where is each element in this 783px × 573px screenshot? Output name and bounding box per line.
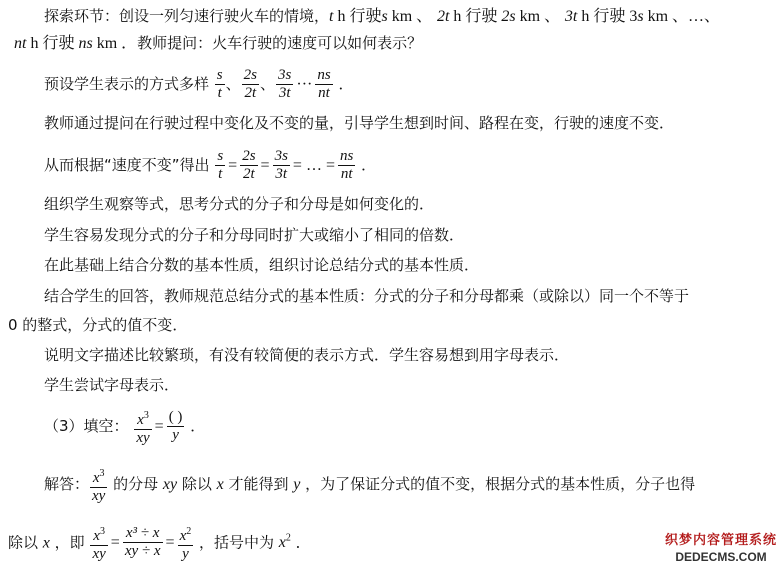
- para-line-9: [44, 286, 689, 306]
- var-x: x: [137, 411, 144, 428]
- numerator: s: [216, 67, 223, 83]
- text: ．: [290, 533, 311, 552]
- numerator: [90, 523, 107, 546]
- para-line-7: [44, 225, 464, 245]
- denominator: xy ÷ x: [124, 543, 161, 560]
- text: 除以: [8, 533, 43, 552]
- var-x: x: [179, 527, 187, 544]
- fraction-s-t: [215, 148, 225, 183]
- denominator: xy: [136, 429, 150, 446]
- numerator: 2s: [243, 67, 257, 83]
- denominator: t: [218, 166, 223, 182]
- numerator: 3s: [278, 67, 292, 83]
- text: 从而根据“速度不变”得出: [44, 156, 210, 174]
- denominator: 2t: [243, 166, 255, 182]
- numerator: s: [217, 148, 224, 164]
- denominator: t: [217, 85, 222, 101]
- text: ．: [338, 75, 354, 93]
- blank-parentheses: ( ): [168, 409, 183, 425]
- fraction-x3-xy: [90, 465, 107, 505]
- para-line-10: [8, 315, 187, 335]
- para-line-1: [44, 6, 720, 27]
- var-x: x: [93, 527, 100, 544]
- text: h 行驶: [26, 35, 79, 52]
- numerator: ns: [339, 148, 354, 164]
- fraction-x3divx-xydivx: [123, 525, 163, 560]
- text: 说明文字描述比较繁琐，有没有较简便的表示方式．学生容易想到用字母表示．: [44, 346, 570, 364]
- numerator: [90, 465, 107, 488]
- text: ．: [361, 156, 377, 174]
- text: h 行驶: [449, 8, 502, 25]
- var-x: x: [92, 469, 100, 486]
- text: 组织学生观察等式，思考分式的分子和分母是如何变化的．: [44, 195, 435, 213]
- watermark-url: DEDECMS.COM: [675, 550, 767, 564]
- equals-sign: =: [260, 156, 270, 174]
- para-line-13: [44, 406, 205, 447]
- fraction-ns-nt: [338, 148, 355, 183]
- math-xy: xy: [162, 476, 178, 493]
- ellipsis: …: [305, 156, 322, 174]
- math-nt: nt: [14, 35, 27, 52]
- watermark-title: 织梦内容管理系统: [664, 533, 777, 548]
- ellipsis: ···: [296, 75, 313, 93]
- numerator: [178, 523, 194, 546]
- math-2s: 2s: [501, 8, 516, 25]
- exponent: 3: [143, 409, 149, 421]
- text: 教师提问：火车行驶的速度可以如何表示？: [137, 34, 423, 52]
- para-line-8: [44, 255, 479, 275]
- para-line-11: [44, 345, 569, 365]
- exponent: 3: [99, 525, 105, 537]
- denominator: xy: [92, 545, 106, 562]
- math-ns: ns: [78, 35, 93, 52]
- fraction-2s-2t: [240, 148, 257, 183]
- text: km 、…、: [643, 8, 721, 25]
- equals-sign: =: [165, 533, 175, 551]
- numerator: 3s: [274, 148, 288, 164]
- numerator: x³ ÷ x: [123, 525, 163, 543]
- equals-sign: =: [228, 156, 238, 174]
- text: km 、: [387, 8, 433, 25]
- fraction-3s-3t: [273, 148, 290, 183]
- numerator: [134, 407, 151, 430]
- separator: 、: [225, 75, 241, 93]
- math-3t: 3t: [564, 8, 578, 25]
- text: h 行驶 3: [577, 8, 638, 25]
- text: 除以: [177, 475, 217, 493]
- exponent: 2: [186, 525, 192, 537]
- text: 教师通过提问在行驶过程中变化及不变的量，引导学生想到时间、路程在变，行驶的速度不变．: [44, 114, 675, 132]
- text: ，为了保证分式的值不变，根据分式的基本性质，分子也得: [300, 475, 696, 493]
- math-3s: s: [637, 8, 644, 25]
- text: ．: [190, 417, 206, 435]
- text: 预设学生表示的方式多样: [44, 75, 210, 93]
- exponent: 2: [285, 533, 291, 544]
- math-t: t: [329, 8, 334, 25]
- text: ，即: [49, 533, 85, 552]
- watermark-logo: [665, 533, 777, 565]
- text: 的分母: [108, 475, 163, 493]
- numerator: ns: [317, 67, 331, 83]
- var-x: x: [278, 534, 286, 552]
- text: h 行驶: [333, 8, 382, 25]
- equals-sign: =: [154, 417, 164, 435]
- text: （3）填空：: [44, 417, 129, 435]
- text: 探索环节：创设一列匀速行驶火车的情境，: [44, 7, 330, 25]
- fraction-x3-xy: [90, 523, 107, 563]
- para-line-15: [8, 518, 311, 564]
- fraction-2s-2t: [242, 67, 259, 102]
- fraction-blank-y: [167, 409, 185, 444]
- text: 结合学生的回答，教师规范总结分式的基本性质：分式的分子和分母都乘（或除以）同一个不等于: [44, 287, 690, 305]
- fraction-x2-y: [178, 523, 194, 563]
- math-2t: 2t: [436, 8, 450, 25]
- math-x: x: [216, 476, 224, 493]
- denominator: nt: [340, 166, 353, 182]
- text: 学生尝试字母表示．: [44, 376, 180, 394]
- math-x-squared: [279, 534, 291, 551]
- math-y: y: [293, 476, 301, 493]
- denominator: y: [182, 545, 189, 562]
- text: 学生容易发现分式的分子和分母同时扩大或缩小了相同的倍数．: [44, 226, 465, 244]
- para-line-6: [44, 194, 434, 214]
- denominator: nt: [318, 85, 330, 101]
- math-s: s: [381, 8, 388, 25]
- text: km 、: [515, 8, 561, 25]
- text: 在此基础上结合分数的基本性质，组织讨论总结分式的基本性质．: [44, 256, 480, 274]
- numerator: 2s: [242, 148, 256, 164]
- fraction-ns-nt: [315, 67, 332, 102]
- equals-sign: =: [325, 156, 335, 174]
- denominator: y: [172, 427, 179, 443]
- denominator: xy: [92, 487, 106, 504]
- fraction-s-t: [215, 67, 225, 102]
- text: 0 的整式，分式的值不变．: [8, 316, 188, 334]
- equals-sign: =: [292, 156, 302, 174]
- para-line-3: [44, 66, 353, 103]
- text: km ．: [92, 35, 138, 52]
- para-line-4: [44, 113, 674, 133]
- text: 解答：: [44, 475, 90, 493]
- para-line-14: [44, 463, 695, 506]
- math-x: x: [42, 534, 50, 552]
- exponent: 3: [99, 467, 105, 479]
- separator: 、: [260, 75, 276, 93]
- para-line-2: [14, 33, 422, 54]
- para-line-12: [44, 375, 179, 395]
- text: 才能得到: [223, 475, 294, 493]
- denominator: 3t: [275, 166, 288, 182]
- fraction-3s-3t: [276, 67, 293, 102]
- equals-sign: =: [110, 533, 120, 551]
- para-line-5: [44, 145, 376, 186]
- fraction-x3-xy: [134, 407, 151, 447]
- denominator: 3t: [278, 85, 291, 101]
- text: ，括号中为: [194, 533, 279, 552]
- denominator: 2t: [244, 85, 257, 101]
